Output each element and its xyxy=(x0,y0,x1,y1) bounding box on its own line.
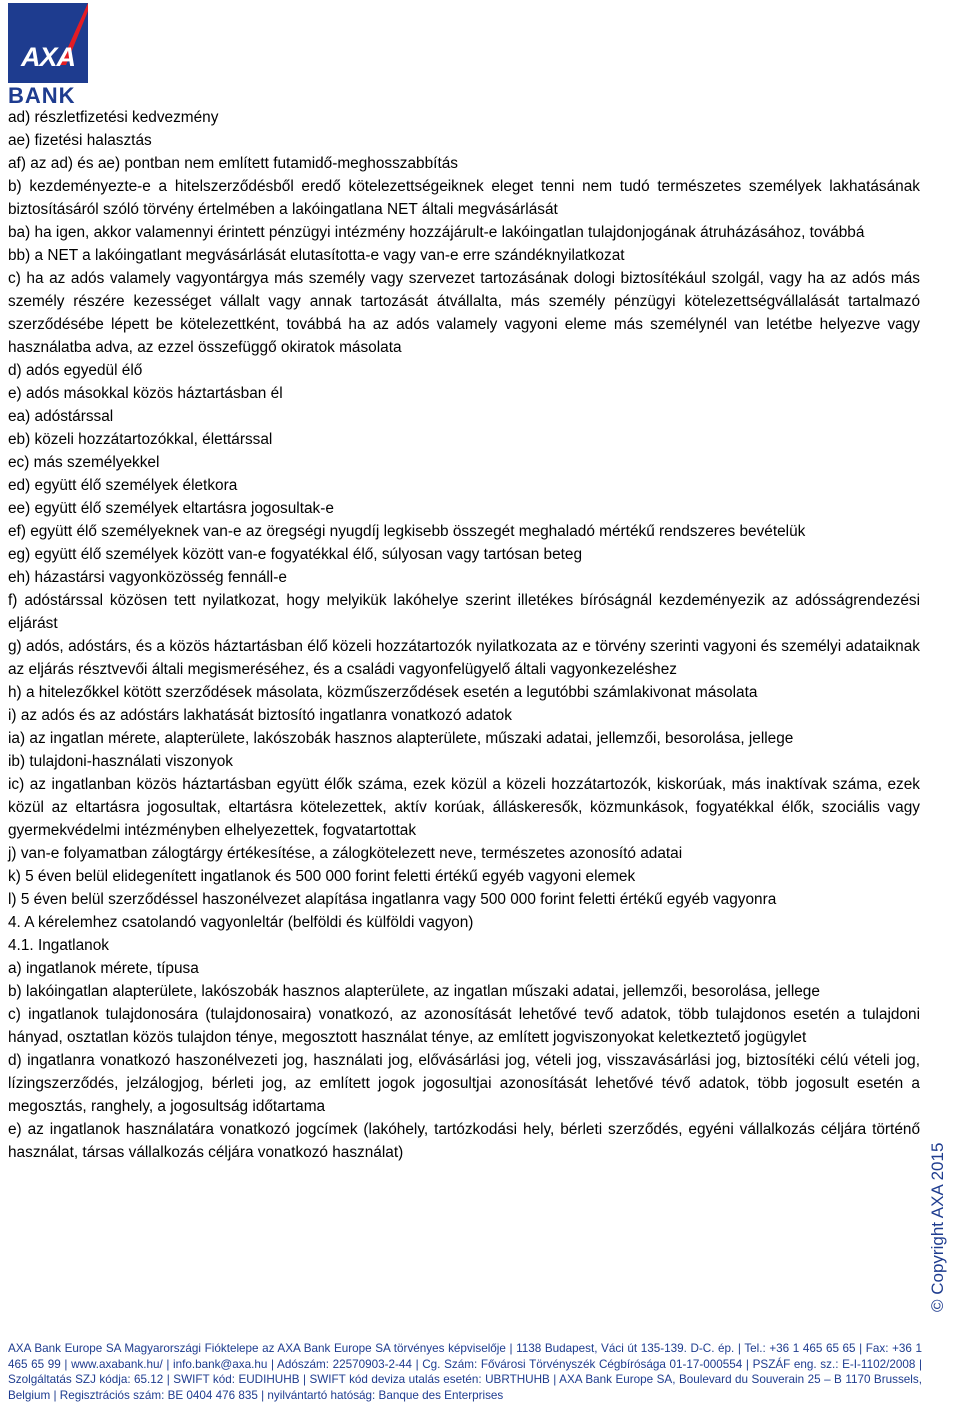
paragraph: h) a hitelezőkkel kötött szerződések másolata, közműszerződések esetén a legutóbbi számlakivonat másolata xyxy=(8,684,758,701)
paragraph: ea) adóstárssal xyxy=(8,408,114,425)
paragraph: j) van-e folyamatban zálogtárgy értékesítése, a zálogkötelezett neve, természetes azonosító adatai xyxy=(8,845,683,862)
axa-logo-mark xyxy=(8,3,88,83)
paragraph: 4. A kérelemhez csatolandó vagyonleltár (belföldi és külföldi vagyon) xyxy=(8,914,474,931)
paragraph: c) ha az adós valamely vagyontárgya más személy vagy szervezet tartozásának dologi biztosítékául szolgál, vagy ha az adós más személy részére kezességet vállalt vagy annak tartozását átvállalta, más személy pénzügyi kötelezettségvállalását tartalmazó szerződésébe lépett be kötelezettként, továbbá ha az adós valamely vagyoni eleme más személynél van letétbe helyezve vagy használatba adva, az ezzel összefüggő okiratok másolata xyxy=(8,270,920,356)
footer-company-info: AXA Bank Europe SA Magyarországi Fióktelepe az AXA Bank Europe SA törvényes képviselője | 1138 Budapest, Váci út 135-139. D-C. ép. | Tel.: +36 1 465 65 65 | Fax: +36 1 465 65 99 | www.axabank.hu/ | info.bank@axa.hu | Adószám: 22570903-2-44 | Cg. Szám: Fővárosi Törvényszék Cégbírósága 01-17-000554 | PSZÁF eng. sz.: E-I-1102/2008 | Szolgáltatás SZJ kódja: 65.12 | SWIFT kód: EUDIHUHB | SWIFT kód deviza utalás esetén: UBRTHUHB | AXA Bank Europe SA, Boulevard du Souverain 25 – B 1170 Brussels, Belgium | Regisztrációs szám: BE 0404 476 835 | nyilvántartó hatóság: Banque des Enterprises xyxy=(8,1342,922,1402)
paragraph: bb) a NET a lakóingatlant megvásárlását elutasította-e vagy van-e erre szándéknyilatkozat xyxy=(8,247,625,264)
paragraph: b) kezdeményezte-e a hitelszerződésből eredő kötelezettségeiknek eleget tenni nem tudó természetes személyek lakhatásának biztosításáról szóló törvény értelmében a lakóingatlana NET általi megvásárlását xyxy=(8,178,920,218)
paragraph: ia) az ingatlan mérete, alapterülete, lakószobák hasznos alapterülete, műszaki adatai, jellemzői, besorolása, jellege xyxy=(8,730,794,747)
paragraph: b) lakóingatlan alapterülete, lakószobák hasznos alapterülete, az ingatlan műszaki adatai, jellemzői, besorolása, jellege xyxy=(8,983,820,1000)
paragraph: ee) együtt élő személyek eltartásra jogosultak-e xyxy=(8,500,334,517)
paragraph: eg) együtt élő személyek között van-e fogyatékkal élő, súlyosan vagy tartósan beteg xyxy=(8,546,583,563)
paragraph: d) ingatlanra vonatkozó haszonélvezeti jog, használati jog, elővásárlási jog, vételi jog, visszavásárlási jog, biztosítéki célú vételi jog, lízingszerződés, jelzálogjog, bérleti jog, az említett jogok jogosultjai azonosítását lehetővé tévő adatok, több jogosult esetén a megosztás, ranghely, a jogosultság időtartama xyxy=(8,1052,920,1115)
paragraph: ic) az ingatlanban közös háztartásban együtt élők száma, ezek közül a közeli hozzátartozók, kiskorúak, más inaktívak száma, ezek közül az eltartásra jogosultak, eltartásra kötelezettek, aktív korúak, álláskeresők, közmunkások, fogyatékkal élők, szociális vagy gyermekvédelmi intézményben elhelyezettek, fogvatartottak xyxy=(8,776,920,839)
paragraph: e) az ingatlanok használatára vonatkozó jogcímek (lakóhely, tartózkodási hely, bérleti szerződés, egyéni vállalkozás céljára történő használat, társas vállalkozás céljára vonatkozó használat) xyxy=(8,1121,920,1161)
paragraph: k) 5 éven belül elidegenített ingatlanok és 500 000 forint feletti értékű egyéb vagyoni elemek xyxy=(8,868,636,885)
logo-brand-text: AXA xyxy=(20,42,75,72)
paragraph: eb) közeli hozzátartozókkal, élettárssal xyxy=(8,431,273,448)
paragraph: g) adós, adóstárs, és a közös háztartásban élő közeli hozzátartozók nyilatkozata az e törvény szerinti vagyoni és személyi adataiknak az eljárás résztvevői általi megismeréséhez, és a családi vagyonfelügyelő általi vagyonkezeléshez xyxy=(8,638,920,678)
paragraph: ba) ha igen, akkor valamennyi érintett pénzügyi intézmény hozzájárult-e lakóingatlan tulajdonjogának átruházásához, továbbá xyxy=(8,224,865,241)
paragraph: ae) fizetési halasztás xyxy=(8,132,152,149)
paragraph: af) az ad) és ae) pontban nem említett futamidő-meghosszabbítás xyxy=(8,155,458,172)
paragraph: l) 5 éven belül szerződéssel haszonélvezet alapítása ingatlanra vagy 500 000 forint feletti értékű egyéb vagyonra xyxy=(8,891,777,908)
document-body xyxy=(8,106,920,1164)
paragraph: e) adós másokkal közös háztartásban él xyxy=(8,385,283,402)
paragraph: ef) együtt élő személyeknek van-e az öregségi nyugdíj legkisebb összegét meghaladó mértékű rendszeres bevételük xyxy=(8,523,806,540)
logo-bank-text: BANK xyxy=(8,83,76,108)
paragraph: ec) más személyekkel xyxy=(8,454,160,471)
paragraph: i) az adós és az adóstárs lakhatását biztosító ingatlanra vonatkozó adatok xyxy=(8,707,512,724)
paragraph: ed) együtt élő személyek életkora xyxy=(8,477,238,494)
side-copyright: © Copyright AXA 2015 xyxy=(928,1142,947,1312)
paragraph: a) ingatlanok mérete, típusa xyxy=(8,960,199,977)
paragraph: f) adóstárssal közösen tett nyilatkozat, hogy melyikük lakóhelye szerint illetékes bíróságnál kezdeményezik az adósságrendezési eljárást xyxy=(8,592,920,632)
paragraph: eh) házastársi vagyonközösség fennáll-e xyxy=(8,569,287,586)
paragraph: ib) tulajdoni-használati viszonyok xyxy=(8,753,233,770)
paragraph: d) adós egyedül élő xyxy=(8,362,143,379)
paragraph: c) ingatlanok tulajdonosára (tulajdonosaira) vonatkozó, az azonosítását lehetővé tevő adatok, több tulajdonos esetén a tulajdoni hányad, osztatlan közös tulajdon ténye, megosztott használat ténye, az említett jogviszonyokat keletkeztető jogügylet xyxy=(8,1006,920,1046)
paragraph: ad) részletfizetési kedvezmény xyxy=(8,109,219,126)
paragraph: 4.1. Ingatlanok xyxy=(8,937,109,954)
axa-bank-logo xyxy=(8,3,88,107)
